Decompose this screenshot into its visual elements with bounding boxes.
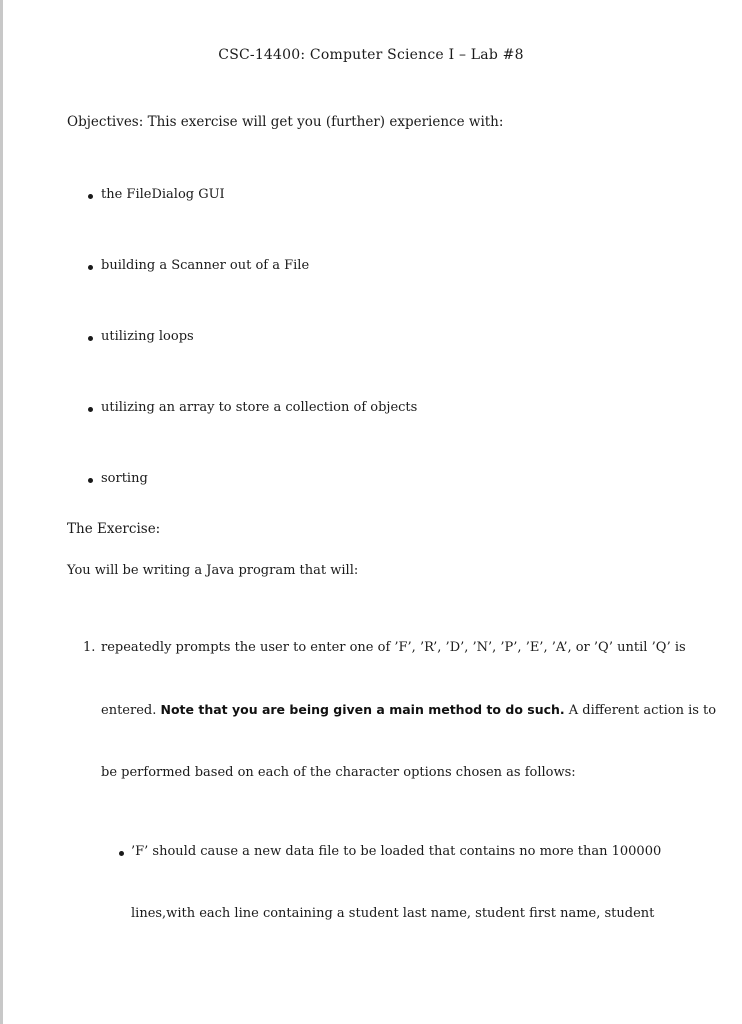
bullet-icon	[88, 265, 93, 270]
bullet-icon	[119, 851, 124, 856]
list-item-text: utilizing loops	[101, 329, 194, 344]
list-item-text: sorting	[101, 471, 148, 486]
list-item-text: the FileDialog GUI	[101, 187, 225, 202]
step-line-2-end: A different action is to	[564, 703, 717, 718]
objectives-intro: Objectives: This exercise will get you (further) experience with:	[67, 114, 504, 130]
option-f-line-1: ’F’ should cause a new data file to be loaded that contains no more than 100000	[131, 844, 662, 859]
bullet-icon	[88, 194, 93, 199]
exercise-intro: You will be writing a Java program that will:	[67, 563, 359, 578]
exercise-heading: The Exercise:	[67, 521, 161, 537]
bullet-icon	[88, 478, 93, 483]
step-line-2-start: entered.	[101, 703, 161, 718]
bullet-icon	[88, 407, 93, 412]
list-item-text: building a Scanner out of a File	[101, 258, 310, 273]
step-line-1: repeatedly prompts the user to enter one of ’F’, ’R’, ’D’, ’N’, ’P’, ’E’, ’A’, or ’Q’ until ’Q’ is	[101, 640, 686, 655]
bullet-icon	[88, 336, 93, 341]
step-bold-note: Note that you are being given a main method to do such.	[160, 702, 565, 717]
step-number: 1.	[83, 640, 96, 655]
page-title: CSC-14400: Computer Science I – Lab #8	[218, 47, 524, 63]
list-item-text: utilizing an array to store a collection of objects	[101, 400, 418, 415]
step-line-3: be performed based on each of the character options chosen as follows:	[101, 765, 576, 780]
option-f-line-2: lines,with each line containing a student last name, student first name, student	[131, 906, 655, 921]
step-line-2	[101, 702, 716, 718]
